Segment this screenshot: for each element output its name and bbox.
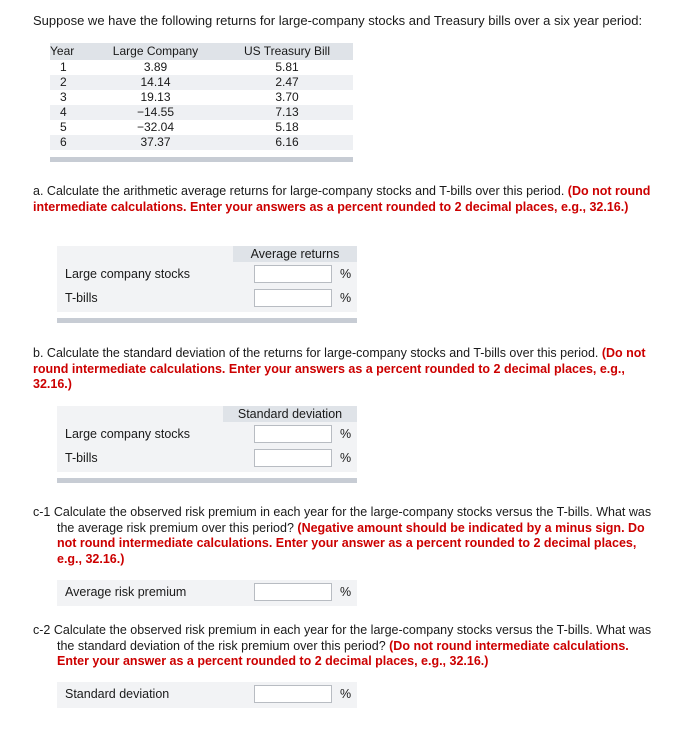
percent-unit: % [340,291,352,305]
treasury-bill-cell: 6.16 [221,135,353,150]
table-row [50,75,353,90]
percent-unit: % [340,267,352,281]
large-company-cell: 14.14 [90,75,221,90]
question-a-instruction: (Do not round intermediate calculations. Enter your answers as a percent rounded to 2 decimal places, e.g., 32.16.) [33,184,651,214]
row-label: Average risk premium [65,585,187,599]
returns-table [50,43,353,150]
large-company-cell: −32.04 [136,120,175,134]
row-label: Standard deviation [65,687,170,701]
row-label: Large company stocks [65,427,191,441]
answer-row-large-company [57,262,357,287]
table-row [50,90,353,105]
question-c1-label: c-1 [33,505,51,519]
question-c1-text: Calculate the observed risk premium in each year for the large-company stocks versus the T-bills. What was the average risk premium over this period? [53,505,652,535]
returns-table-header [50,43,353,60]
average-return-large-company-input[interactable] [254,265,332,283]
row-label: Large company stocks [65,267,191,281]
treasury-bill-cell: 5.18 [275,120,299,134]
table-divider [50,157,353,162]
question-a [33,184,655,215]
average-returns-header: Average returns [233,246,357,262]
large-company-cell: 19.13 [140,90,171,104]
large-company-cell: −14.55 [90,105,221,120]
question-a-label: a. [33,184,44,198]
row-label: T-bills [65,451,98,465]
panel-a-divider [57,318,357,323]
average-risk-premium-input[interactable] [254,583,332,601]
question-b-text: Calculate the standard deviation of the returns for large-company stocks and T-bills over this period. [46,346,599,360]
treasury-bill-cell: 7.13 [221,105,353,120]
header-large-company: Large Company [90,43,221,60]
problem-intro: Suppose we have the following returns for large-company stocks and Treasury bills over a six year period: [33,13,643,28]
answer-row-large-company [57,422,357,447]
question-c1 [33,505,655,567]
question-a-text: Calculate the arithmetic average returns for large-company stocks and T-bills over this period. [46,184,565,198]
header-treasury-bill: US Treasury Bill [221,43,353,60]
answer-row-risk-premium-std-dev [57,682,357,707]
large-company-cell: 3.89 [143,60,168,74]
percent-unit: % [340,451,352,465]
question-c2-text: Calculate the observed risk premium in each year for the large-company stocks versus the T-bills. What was the standard deviation of the risk premium over this period? [53,623,652,653]
question-c2 [33,623,655,670]
percent-unit: % [340,585,352,599]
treasury-bill-cell: 2.47 [221,75,353,90]
year-cell: 5 [60,120,67,134]
year-cell: 4 [50,105,90,120]
average-return-tbills-input[interactable] [254,289,332,307]
std-dev-tbills-input[interactable] [254,449,332,467]
percent-unit: % [340,427,352,441]
table-row [50,120,353,135]
table-row [50,135,353,150]
standard-deviation-header: Standard deviation [223,406,357,422]
answer-panel-b [57,406,357,472]
question-c2-label: c-2 [33,623,51,637]
answer-row-tbills [57,446,357,471]
answer-panel-c2 [57,682,357,708]
question-b [33,346,655,393]
table-row [50,105,353,120]
year-cell: 3 [60,90,67,104]
panel-b-divider [57,478,357,483]
std-dev-large-company-input[interactable] [254,425,332,443]
treasury-bill-cell: 5.81 [275,60,299,74]
answer-row-average-risk-premium [57,580,357,605]
question-b-instruction: (Do not round intermediate calculations. Enter your answers as a percent rounded to 2 decimal places, e.g., 32.16.) [33,346,646,391]
large-company-cell: 37.37 [90,135,221,150]
treasury-bill-cell: 3.70 [275,90,299,104]
year-cell: 6 [50,135,90,150]
year-cell: 1 [60,60,67,74]
percent-unit: % [340,687,352,701]
answer-row-tbills [57,286,357,311]
header-year: Year [50,43,90,60]
answer-panel-a [57,246,357,312]
answer-panel-c1 [57,580,357,606]
row-label: T-bills [65,291,98,305]
year-cell: 2 [50,75,90,90]
question-b-label: b. [33,346,44,360]
question-c2-instruction: (Do not round intermediate calculations. Enter your answer as a percent rounded to 2 decimal places, e.g., 32.16.) [57,638,629,668]
question-c1-instruction: (Negative amount should be indicated by a minus sign. Do not round intermediate calculations. Enter your answer as a percent rounded to 2 decimal places, e.g., 32.16.) [57,520,645,566]
risk-premium-std-dev-input[interactable] [254,685,332,703]
table-row [50,60,353,75]
